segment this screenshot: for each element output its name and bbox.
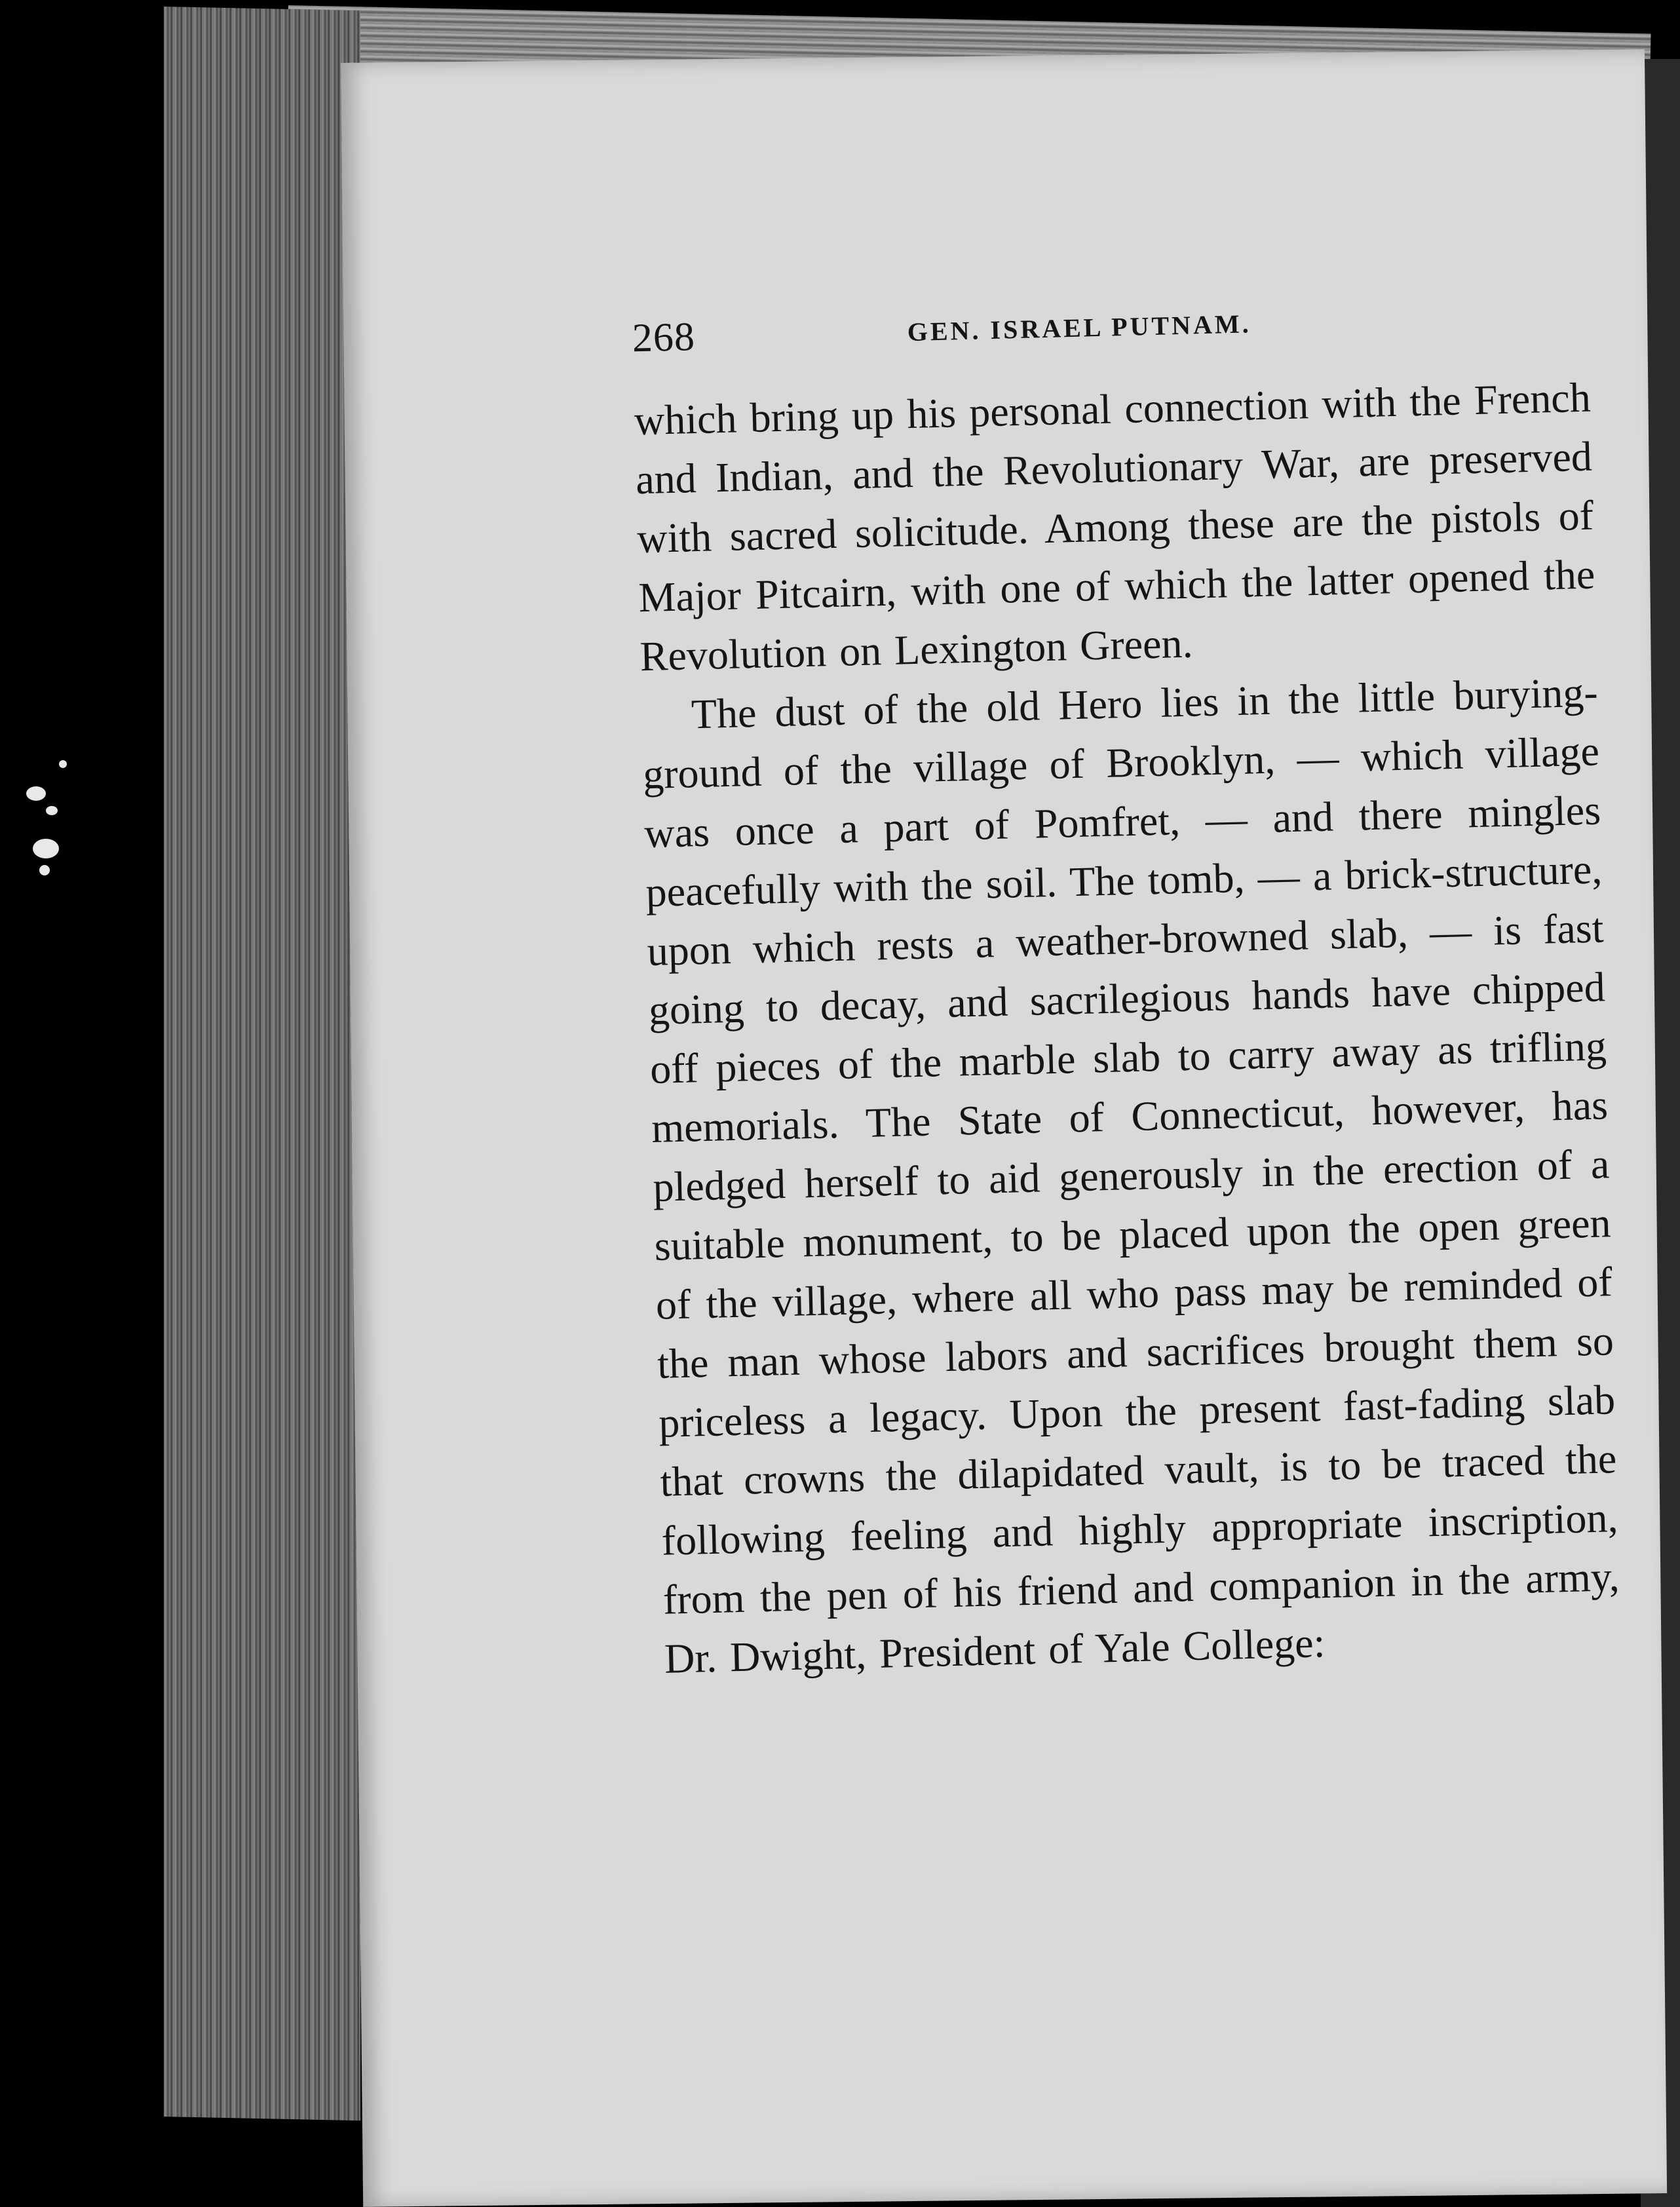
page-number: 268 [632, 315, 696, 361]
page-content [632, 292, 1622, 1689]
scan-speck [59, 760, 67, 768]
paragraph: which bring up his personal connection with the French and Indian, and the Revolutionary War, are preserved with sacred solicitude. Among these are the pistols of Major Pitcairn, with one of which the latter opened the Revolution on Lexington Green. [634, 374, 1596, 680]
paragraph: The dust of the old Hero lies in the little burying-ground of the village of Brooklyn, — which village was once a part of Pomfret, — and there mingles peacefully with the soil. The tomb, — a brick-structure, upon which rests a weather-browned slab, — is fast going to decay, and sacrilegious hands have chipped off pieces of the marble slab to carry away as trifling memorials. The State of Connecticut, however, has pledged herself to aid generously in the erection of a suitable monument, to be placed upon the open green of the village, where all who pass may be reminded of the man whose labors and sacrifices brought them so priceless a legacy. Upon the present fast-fading slab that crowns the dilapidated vault, is to be traced the following feeling and highly appropriate inscription, from the pen of his friend and companion in the army, Dr. Dwight, President of Yale College: [642, 668, 1620, 1682]
scan-speck [26, 786, 46, 801]
book-page [341, 49, 1667, 2207]
running-title: GEN. ISRAEL PUTNAM. [907, 309, 1252, 347]
scan-speck [33, 839, 59, 858]
scan-speck [39, 865, 50, 875]
book-page-edges [164, 7, 360, 2121]
scan-speck [46, 806, 58, 815]
